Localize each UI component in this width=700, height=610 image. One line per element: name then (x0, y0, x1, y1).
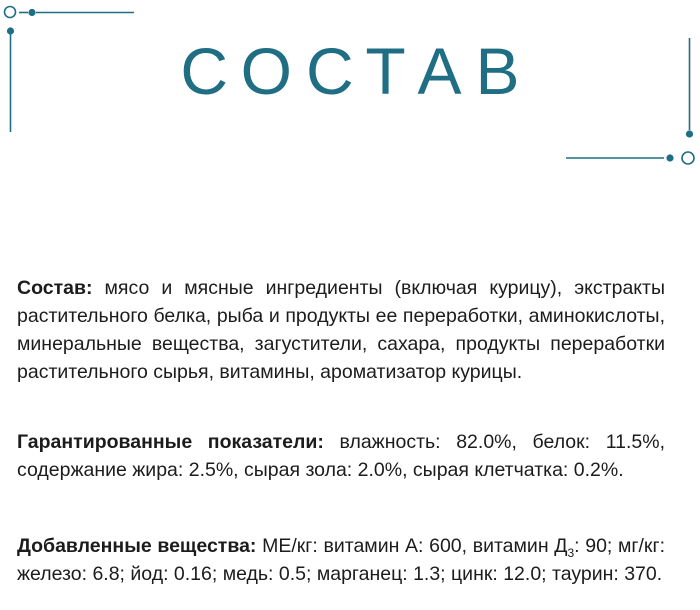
page-title: СОСТАВ (180, 34, 534, 108)
composition-label: Состав: (17, 277, 93, 299)
top-left-ring (5, 7, 16, 18)
additives-paragraph (17, 532, 665, 588)
guaranteed-label: Гарантированные показатели: (17, 431, 324, 453)
additives-text-before: МЕ/кг: витамин А: 600, витамин Д (256, 535, 568, 557)
bottom-right-ring (682, 152, 694, 164)
additives-label: Добавленные вещества: (17, 535, 257, 557)
guaranteed-paragraph (17, 428, 665, 484)
composition-text: мясо и мясные ингредиенты (включая курицу), экстракты растительного белка, рыба и продукты ее переработки, аминокислоты, минеральные вещества, загустители, сахара, продукты переработки растительного сырья, витамины, ароматизатор курицы. (17, 277, 665, 383)
composition-paragraph (17, 274, 665, 386)
additives-text-after: : 90; мг/кг: железо: 6.8; йод: 0.16; медь: 0.5; марганец: 1.3; цинк: 12.0; таурин: 370. (17, 535, 665, 585)
vitamin-d-subscript: 3 (567, 545, 575, 560)
guaranteed-text: влажность: 82.0%, белок: 11.5%, содержание жира: 2.5%, сырая зола: 2.0%, сырая клетчатка: 0.2%. (17, 431, 665, 481)
